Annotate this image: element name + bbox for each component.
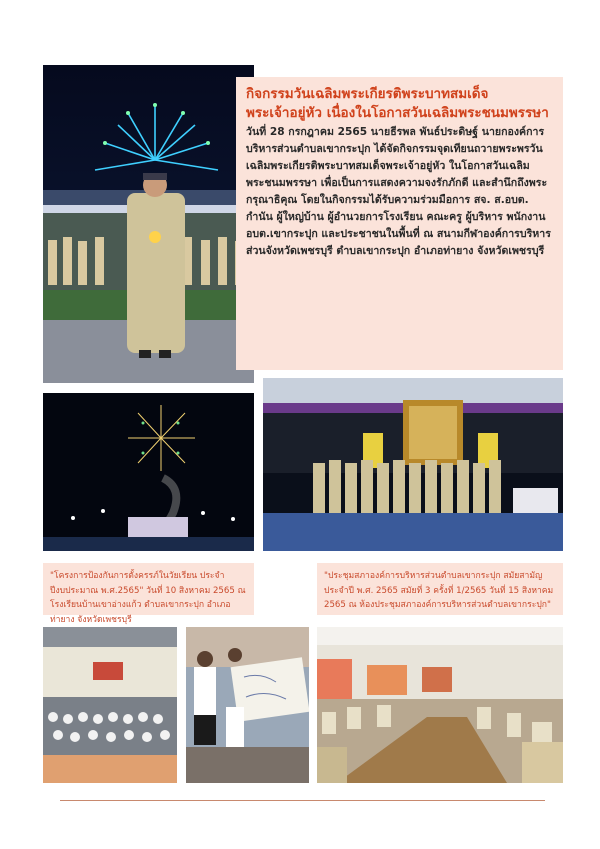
photo-fireworks — [43, 393, 254, 551]
caption-right-box — [317, 563, 563, 615]
photo-students-group — [43, 627, 177, 783]
caption-right: "ประชุมสภาองค์การบริหารส่วนตำบลเขากระปุก สมัยสามัญประจำปี พ.ศ. 2565 สมัยที่ 3 ครั้งที่ 1/2565 วันที่ 15 สิงหาคม 2565 ณ ห้องประชุมสภาองค์การบริหารส่วนตำบลเขากระปุก" — [324, 571, 554, 610]
article-title: กิจกรรมวันเฉลิมพระเกียรติพระบาทสมเด็จพระเจ้าอยู่หัว เนื่องในโอกาสวันเฉลิมพระชนมพรรษา — [246, 86, 549, 121]
photo-council-meeting — [317, 627, 563, 783]
article-body: วันที่ 28 กรกฎาคม 2565 นายธีรพล พันธ์ประดิษฐ์ นายกองค์การบริหารส่วนตำบลเขากระปุก ได้จัดกิจกรรมจุดเทียนถวายพระพรวันเฉลิมพระเกียรติพระบาทสมเด็จพระเจ้าอยู่หัว ในโอกาสวันเฉลิมพระชนมพรรษา เพื่อเป็นการแสดงความจงรักภักดี และสำนึกถึงพระกรุณาธิคุณ โดยในกิจกรรมได้รับความร่วมมือการ สจ. ส.อบต. กำนัน ผู้ใหญ่บ้าน ผู้อำนวยการโรงเรียน คณะครู ผู้บริหาร พนักงาน อบต.เขากระปุก และประชาชนในพื้นที่ ณ สนามกีฬาองค์การบริหารส่วนจังหวัดเพชรบุรี ตำบลเขากระปุก อำเภอท่ายาง จังหวัดเพชรบุรี — [246, 126, 551, 257]
photo-students-presenting — [186, 627, 309, 783]
article-text-box — [236, 77, 563, 370]
photo-group-stage — [263, 378, 563, 551]
caption-left-box — [43, 563, 254, 625]
bottom-divider — [60, 800, 545, 801]
photo-candle-ceremony — [43, 65, 254, 383]
caption-left: "โครงการป้องกันการตั้งครรภ์ในวัยเรียน ประจำปีงบประมาณ พ.ศ.2565" วันที่ 10 สิงหาคม 2565 ณ โรงเรียนบ้านเขาอ่างแก้ว ตำบลเขากระปุก อำเภอท่ายาง จังหวัดเพชรบุรี — [50, 571, 246, 625]
